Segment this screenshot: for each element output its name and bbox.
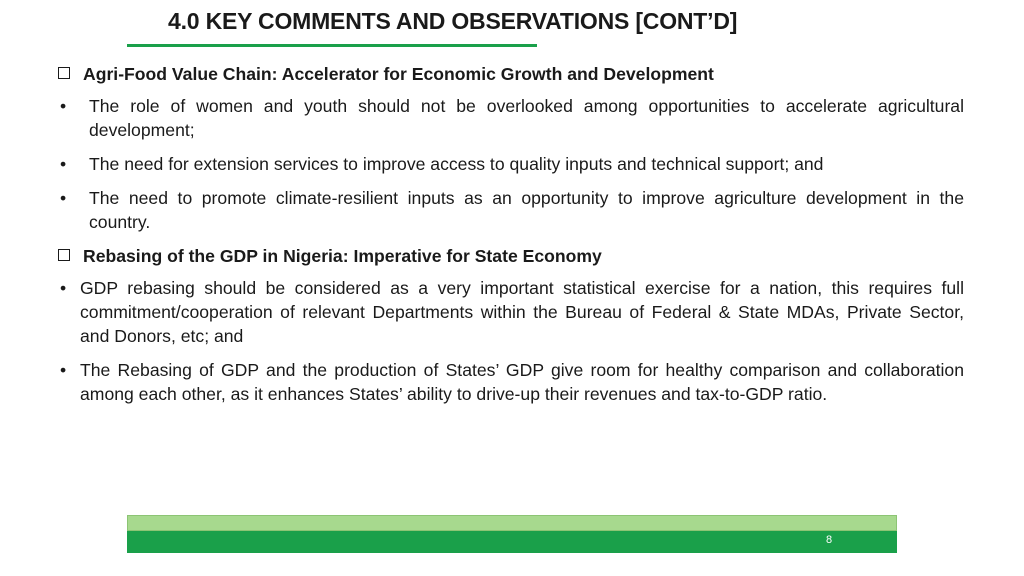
list-item-text: The Rebasing of GDP and the production of States’ GDP give room for healthy comparison and collaboration among each other, as it enhances States’ ability to drive-up their revenues and tax-to-GDP ratio.: [80, 360, 964, 404]
section-heading-agri-food: [58, 62, 964, 86]
bullet-icon: •: [60, 154, 67, 174]
section-heading-text: Agri-Food Value Chain: Accelerator for Economic Growth and Development: [83, 64, 714, 84]
footer-bar-light: [127, 515, 897, 531]
title-underline: [127, 44, 537, 47]
list-item: [58, 358, 964, 406]
bullet-icon: •: [60, 360, 67, 380]
list-item-text: The need to promote climate-resilient inputs as an opportunity to improve agriculture development in the country.: [89, 188, 964, 232]
slide-content: [58, 60, 964, 406]
section-heading-text: Rebasing of the GDP in Nigeria: Imperative for State Economy: [83, 246, 602, 266]
checkbox-icon: [58, 249, 70, 261]
bullet-icon: •: [60, 278, 67, 298]
list-item: [58, 186, 964, 234]
section-heading-gdp-rebasing: [58, 244, 964, 268]
bullet-icon: •: [60, 188, 67, 208]
bullet-icon: •: [60, 96, 67, 116]
slide-title: 4.0 KEY COMMENTS AND OBSERVATIONS [CONT’D]: [168, 8, 738, 34]
list-item-text: The role of women and youth should not be overlooked among opportunities to accelerate agricultural development;: [89, 96, 964, 140]
list-item: [58, 276, 964, 348]
checkbox-icon: [58, 67, 70, 79]
list-item-text: The need for extension services to improve access to quality inputs and technical support; and: [89, 154, 824, 174]
footer-bar-dark: [127, 531, 897, 553]
page-number: 8: [826, 534, 833, 546]
list-item: [58, 152, 964, 176]
list-item: [58, 94, 964, 142]
list-item-text: GDP rebasing should be considered as a very important statistical exercise for a nation, this requires full commitment/cooperation of relevant Departments within the Bureau of Federal & State MDAs, Private Sector, and Donors, etc; and: [80, 278, 964, 346]
